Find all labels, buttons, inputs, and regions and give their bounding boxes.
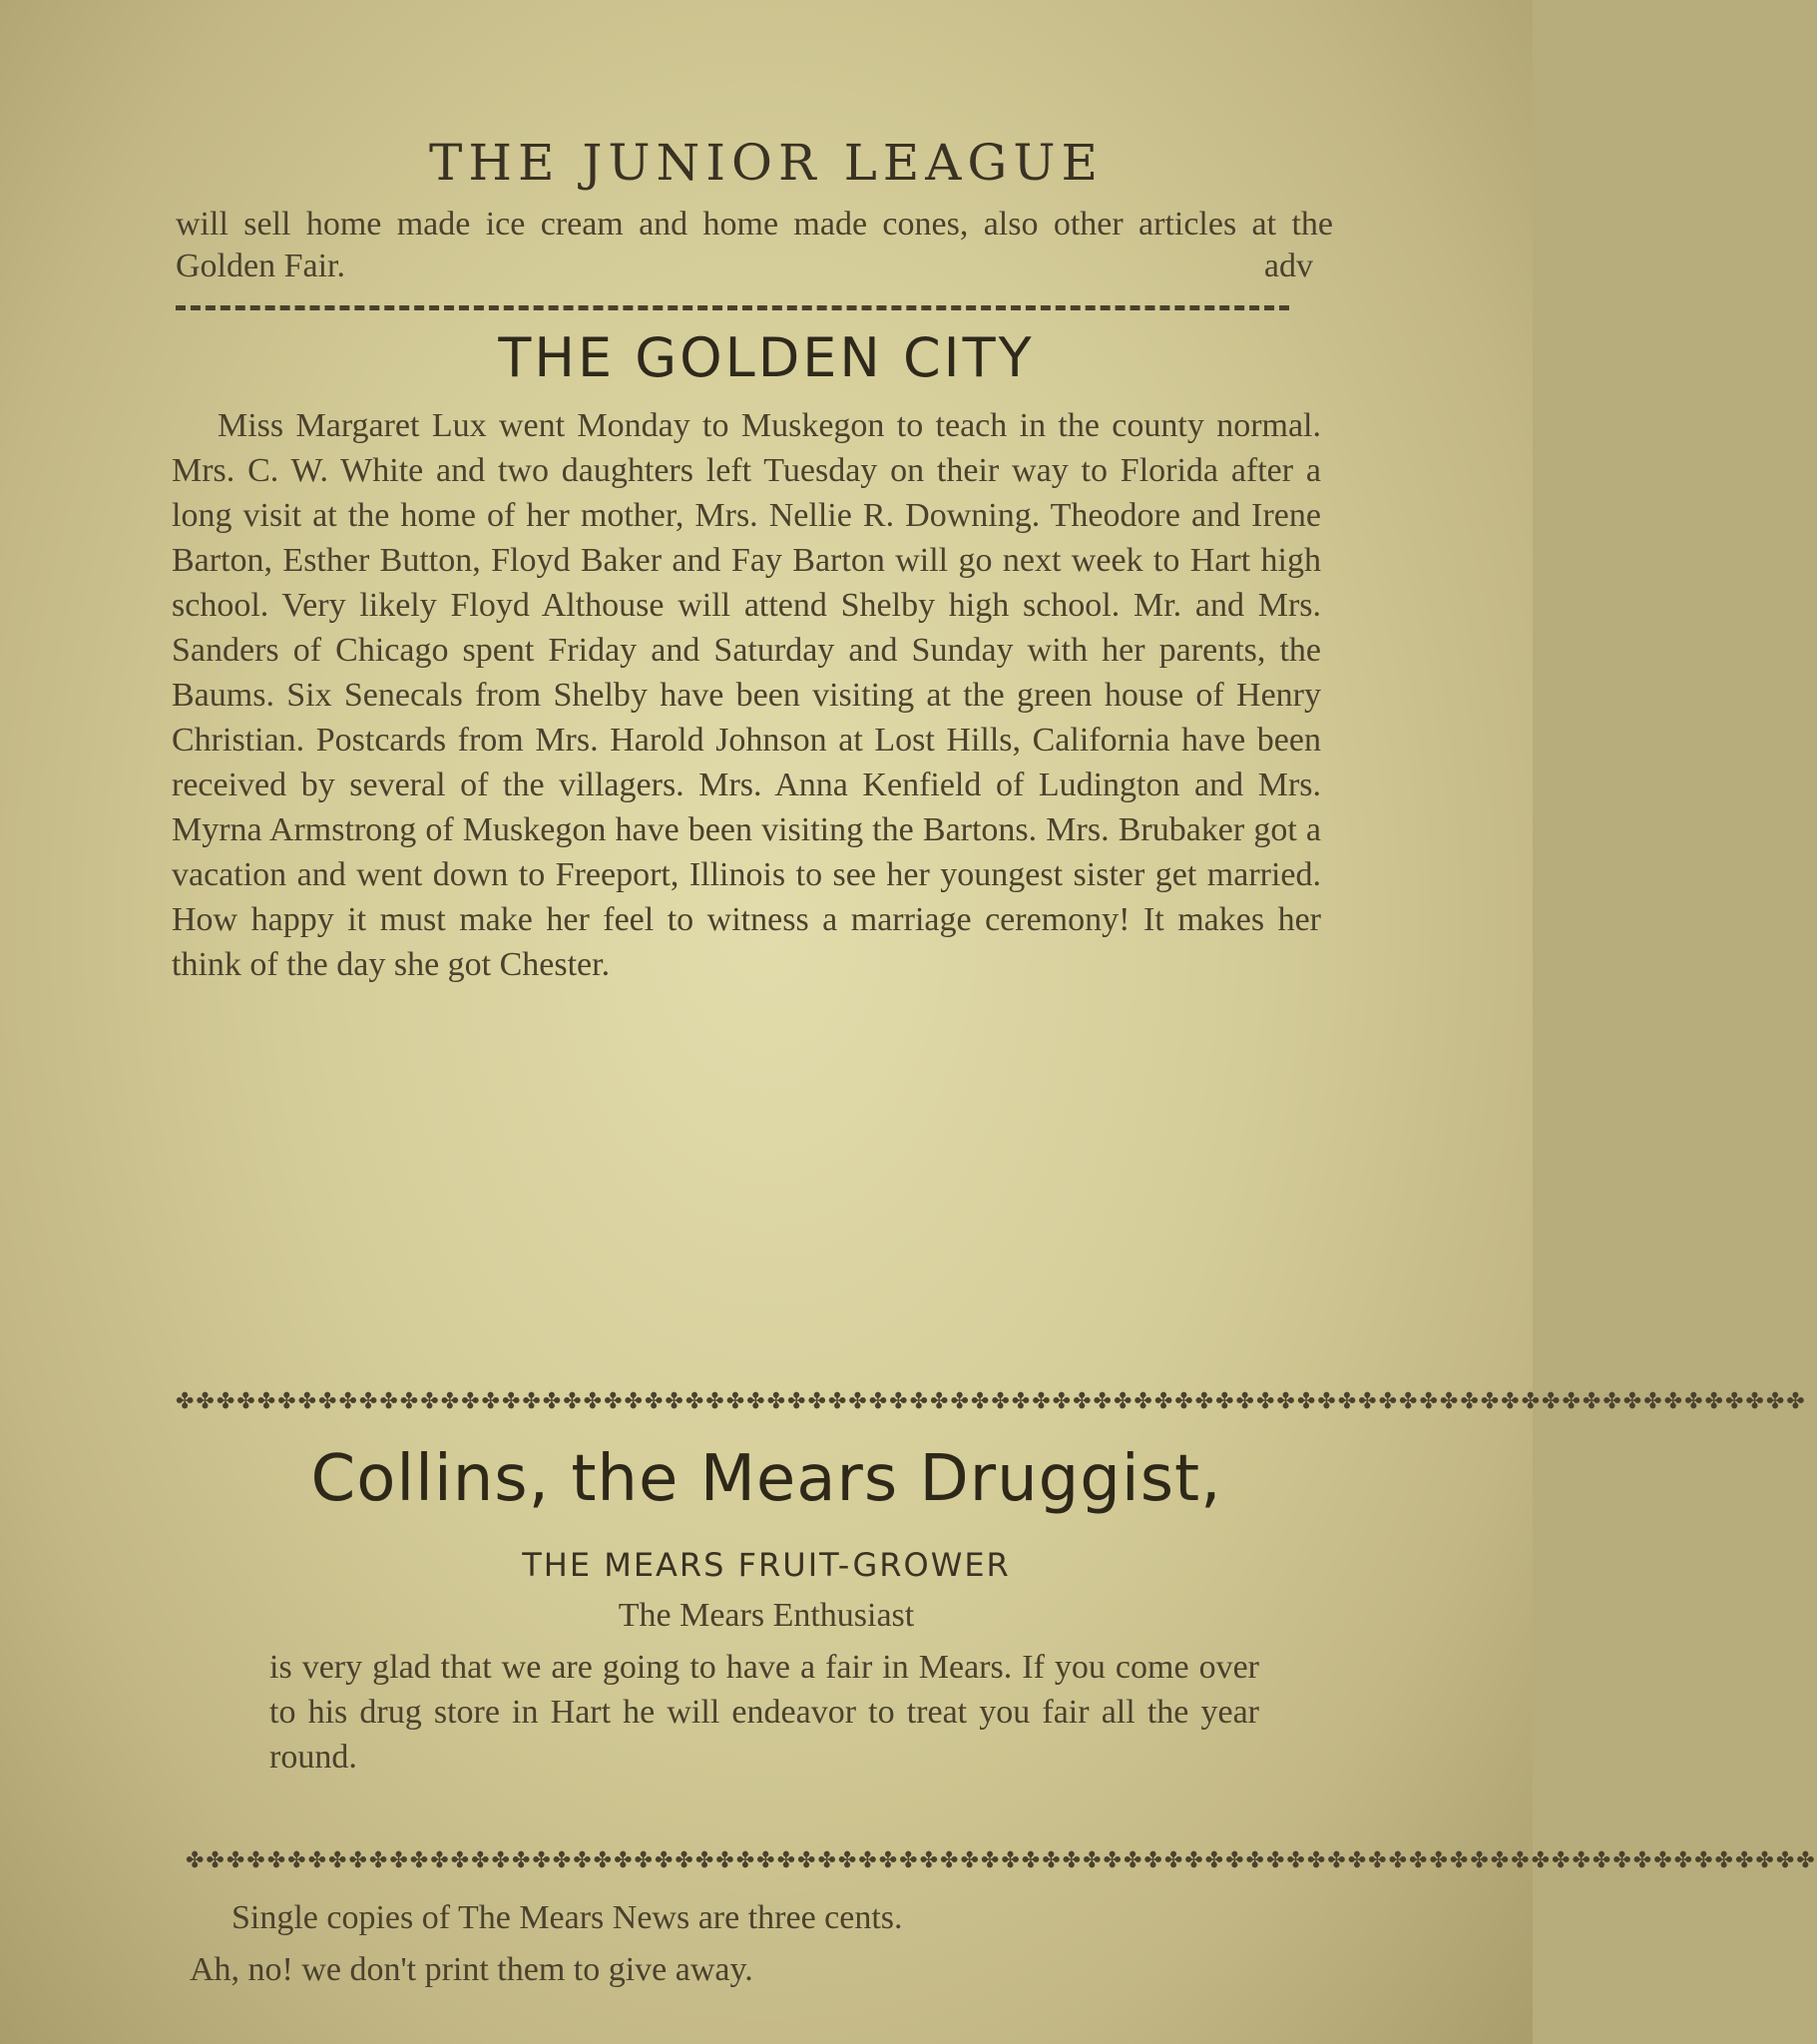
junior-league-body: will sell home made ice cream and home made cones, also other articles at the Golden Fair. xyxy=(176,206,1333,284)
golden-city-title: THE GOLDEN CITY xyxy=(498,326,1035,389)
junior-league-text xyxy=(176,204,1333,287)
ornament-glyphs: ✤✤✤✤✤✤✤✤✤✤✤✤✤✤✤✤✤✤✤✤✤✤✤✤✤✤✤✤✤✤✤✤✤✤✤✤✤✤✤✤✤✤✤✤✤✤✤✤✤✤✤✤✤✤✤✤✤✤✤✤✤✤✤✤✤✤✤✤✤✤✤✤✤✤✤✤✤✤✤✤ xyxy=(176,1389,1807,1414)
collins-subhead: THE MEARS FRUIT-GROWER xyxy=(522,1546,1011,1584)
footer-giveaway-line: Ah, no! we don't print them to give away. xyxy=(190,1951,753,1988)
golden-city-text: Miss Margaret Lux went Monday to Muskegon to teach in the county normal. Mrs. C. W. White and two daughters left Tuesday on their way to Florida after a long visit at the home of her mother, Mrs. Nellie R. Downing. Theodore and Irene Barton, Esther Button, Floyd Baker and Fay Barton will go next week to Hart high school. Very likely Floyd Althouse will attend Shelby high school. Mr. and Mrs. Sanders of Chicago spent Friday and Saturday and Sunday with her parents, the Baums. Six Senecals from Shelby have been visiting at the green house of Henry Christian. Postcards from Mrs. Harold Johnson at Lost Hills, California have been received by several of the villagers. Mrs. Anna Kenfield of Ludington and Mrs. Myrna Armstrong of Muskegon have been visiting the Bartons. Mrs. Brubaker got a vacation and went down to Freeport, Illinois to see her youngest sister get married. How happy it must make her feel to witness a marriage ceremony! It makes her think of the day she got Chester. xyxy=(172,407,1321,983)
ornament-rule-top xyxy=(176,1389,1807,1414)
collins-text: is very glad that we are going to have a fair in Mears. If you come over to his drug store in Hart he will endeavor to treat you fair all the year round. xyxy=(269,1649,1259,1776)
adv-label: adv xyxy=(1263,248,1313,284)
collins-subhead2: The Mears Enthusiast xyxy=(618,1597,915,1634)
footer-price-line: Single copies of The Mears News are three cents. xyxy=(231,1899,903,1936)
dashed-divider xyxy=(176,305,1289,310)
junior-league-title: THE JUNIOR LEAGUE xyxy=(429,134,1104,192)
ornament-glyphs: ✤✤✤✤✤✤✤✤✤✤✤✤✤✤✤✤✤✤✤✤✤✤✤✤✤✤✤✤✤✤✤✤✤✤✤✤✤✤✤✤✤✤✤✤✤✤✤✤✤✤✤✤✤✤✤✤✤✤✤✤✤✤✤✤✤✤✤✤✤✤✤✤✤✤✤✤✤✤✤✤ xyxy=(186,1848,1817,1873)
ornament-rule-bottom xyxy=(186,1848,1817,1873)
collins-headline: Collins, the Mears Druggist, xyxy=(310,1442,1222,1516)
